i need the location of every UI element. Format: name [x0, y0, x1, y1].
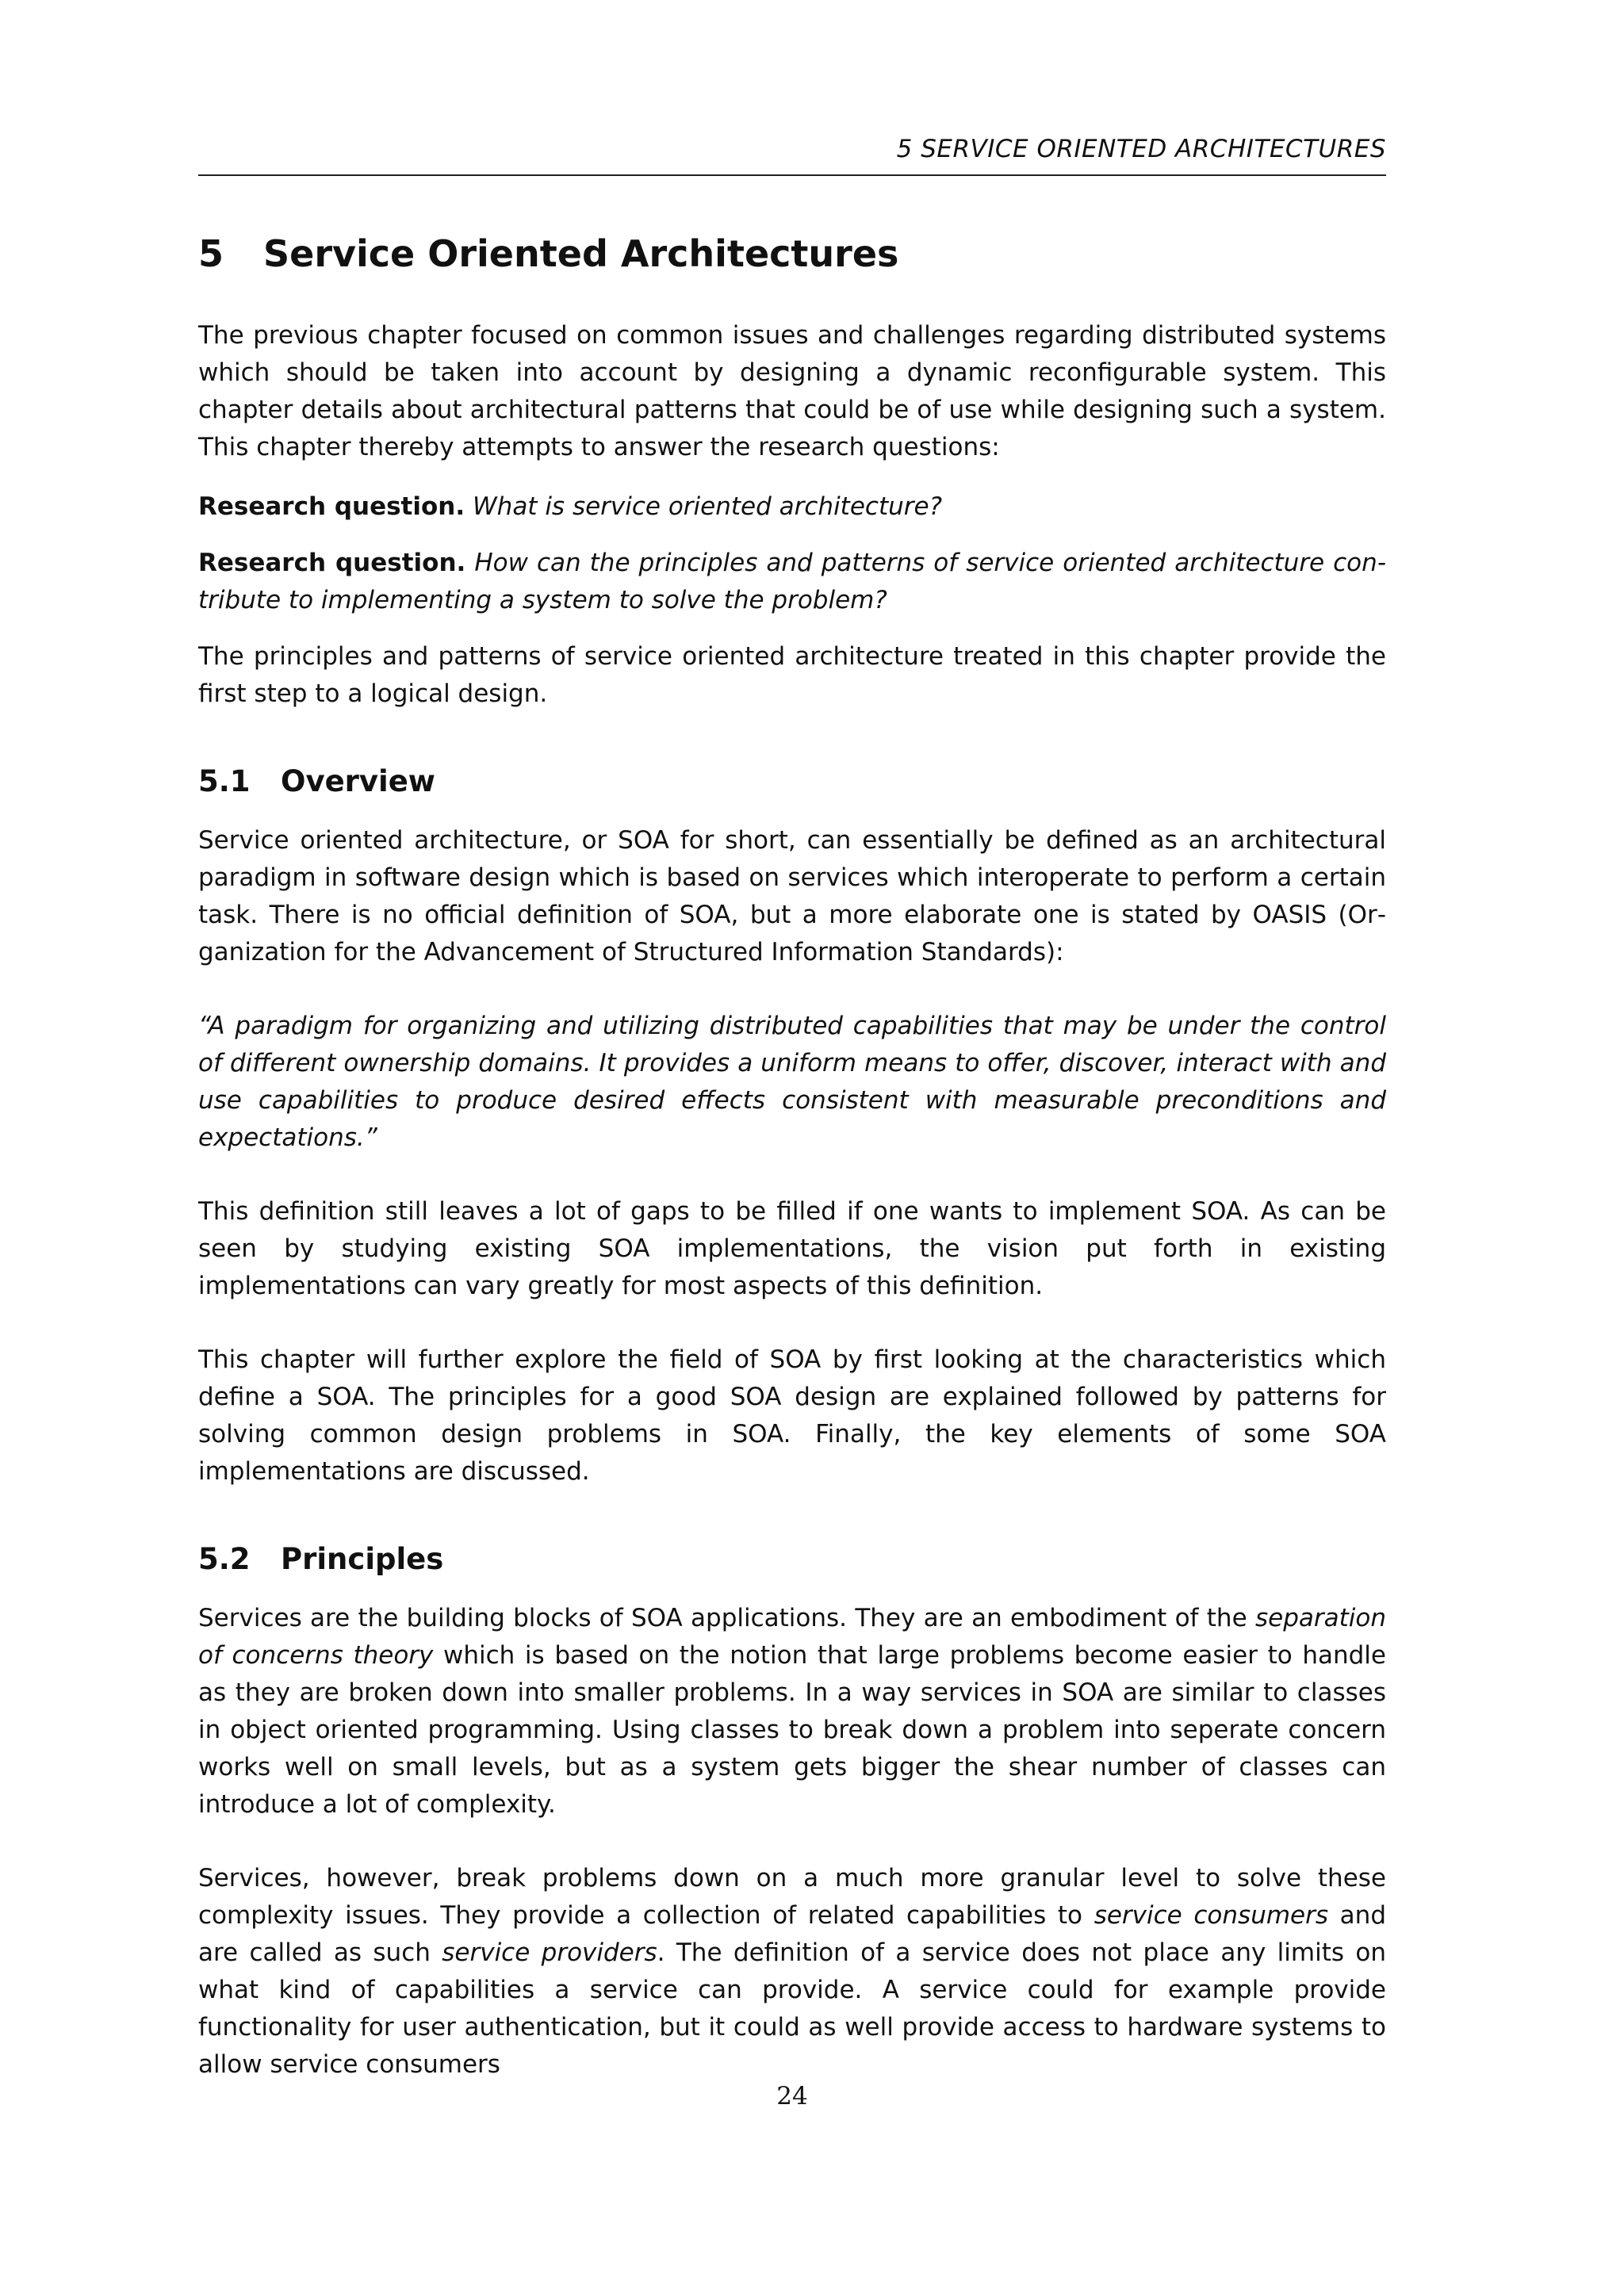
text-run: . The definition of a service does not place any limits on what kind of capabilities a service can provide. A service could for example provide functionality for user authentication, but it could as well provide access to hardware systems to allow service consumers: [198, 1938, 1386, 2079]
research-question-label: Research question.: [198, 492, 465, 521]
section-title-text: Principles: [281, 1542, 444, 1576]
overview-paragraph-3: This chapter will further explore the field of SOA by first looking at the characteristics which define a SOA. The principles for a good SOA design are explained followed by patterns for solving common design problems in SOA. Finally, the key elements of some SOA implementations are discussed.: [198, 1345, 1386, 1486]
chapter-title: [198, 230, 1386, 277]
page-content: [198, 230, 1386, 2106]
header-rule: [198, 174, 1386, 176]
research-question-2: [198, 545, 1386, 619]
principles-paragraph-2: [198, 1860, 1386, 2084]
research-question-1: [198, 488, 1386, 526]
running-header: 5 SERVICE ORIENTED ARCHITECTURES: [896, 135, 1386, 163]
research-question-text: What is service oriented architecture?: [473, 492, 943, 521]
page-number: 24: [776, 2082, 808, 2110]
text-run: Services, however, break problems down on a much more granular level to solve these complexity issues. They provide a collection of related capabilities to: [198, 1864, 1386, 1930]
emphasis-term: service consumers: [1094, 1901, 1329, 1930]
chapter-intro-paragraph: The previous chapter focused on common issues and challenges regarding distributed systems which should be taken into account by designing a dynamic reconfigurable system. This chapter details about architectural patterns that could be of use while designing such a system. This chapter thereby attempts to answer the research questions:: [198, 321, 1386, 461]
overview-paragraph-2: This definition still leaves a lot of gaps to be filled if one wants to implement SOA. As can be seen by studying existing SOA implementations, the vision put forth in existing implementations can vary greatly for most aspects of this definition.: [198, 1197, 1386, 1300]
section-title-principles: [198, 1541, 1386, 1578]
principles-paragraph-1: [198, 1600, 1386, 1823]
section-number: 5.1: [198, 764, 251, 798]
chapter-title-text: Service Oriented Architectures: [263, 232, 899, 275]
emphasis-term: service providers: [442, 1938, 657, 1967]
text-run: Services are the building blocks of SOA applications. They are an embodiment of the: [198, 1604, 1255, 1632]
section-title-overview: [198, 763, 1386, 800]
chapter-number: 5: [198, 232, 224, 275]
chapter-closing-paragraph: The principles and patterns of service oriented architecture treated in this chapter provide the first step to a logical design.: [198, 642, 1386, 708]
text-run: which is based on the notion that large problems become easier to handle as they are broken down into smaller problems. In a way services in SOA are similar to classes in object oriented programming. Using classes to break down a problem into seperate concern works well on small levels, but as a system gets bigger the shear number of classes can introduce a lot of complexity.: [198, 1641, 1386, 1819]
research-question-label: Research question.: [198, 549, 466, 577]
text-run: and are called as such: [198, 1901, 1386, 1967]
emphasis-term: separation of concerns theory: [198, 1604, 1386, 1670]
overview-paragraph-1: Service oriented architecture, or SOA for short, can essentially be defined as an architectural paradigm in software design which is based on services which interoperate to perform a certain task. There is no official definition of SOA, but a more elaborate one is stated by OASIS (Organization for the Advancement of Structured Information Standards):: [198, 826, 1386, 966]
section-title-text: Overview: [281, 764, 435, 798]
section-number: 5.2: [198, 1542, 251, 1576]
oasis-definition-quote: “A paradigm for organizing and utilizing distributed capabilities that may be under the control of different ownership domains. It provides a uniform means to offer, discover, interact with and use capabilities to produce desired effects consistent with measurable preconditions and expectations.”: [198, 1012, 1386, 1152]
document-page: [198, 0, 1386, 2296]
research-question-text: How can the principles and patterns of service oriented architecture contribute to implementing a system to solve the problem?: [198, 549, 1386, 614]
